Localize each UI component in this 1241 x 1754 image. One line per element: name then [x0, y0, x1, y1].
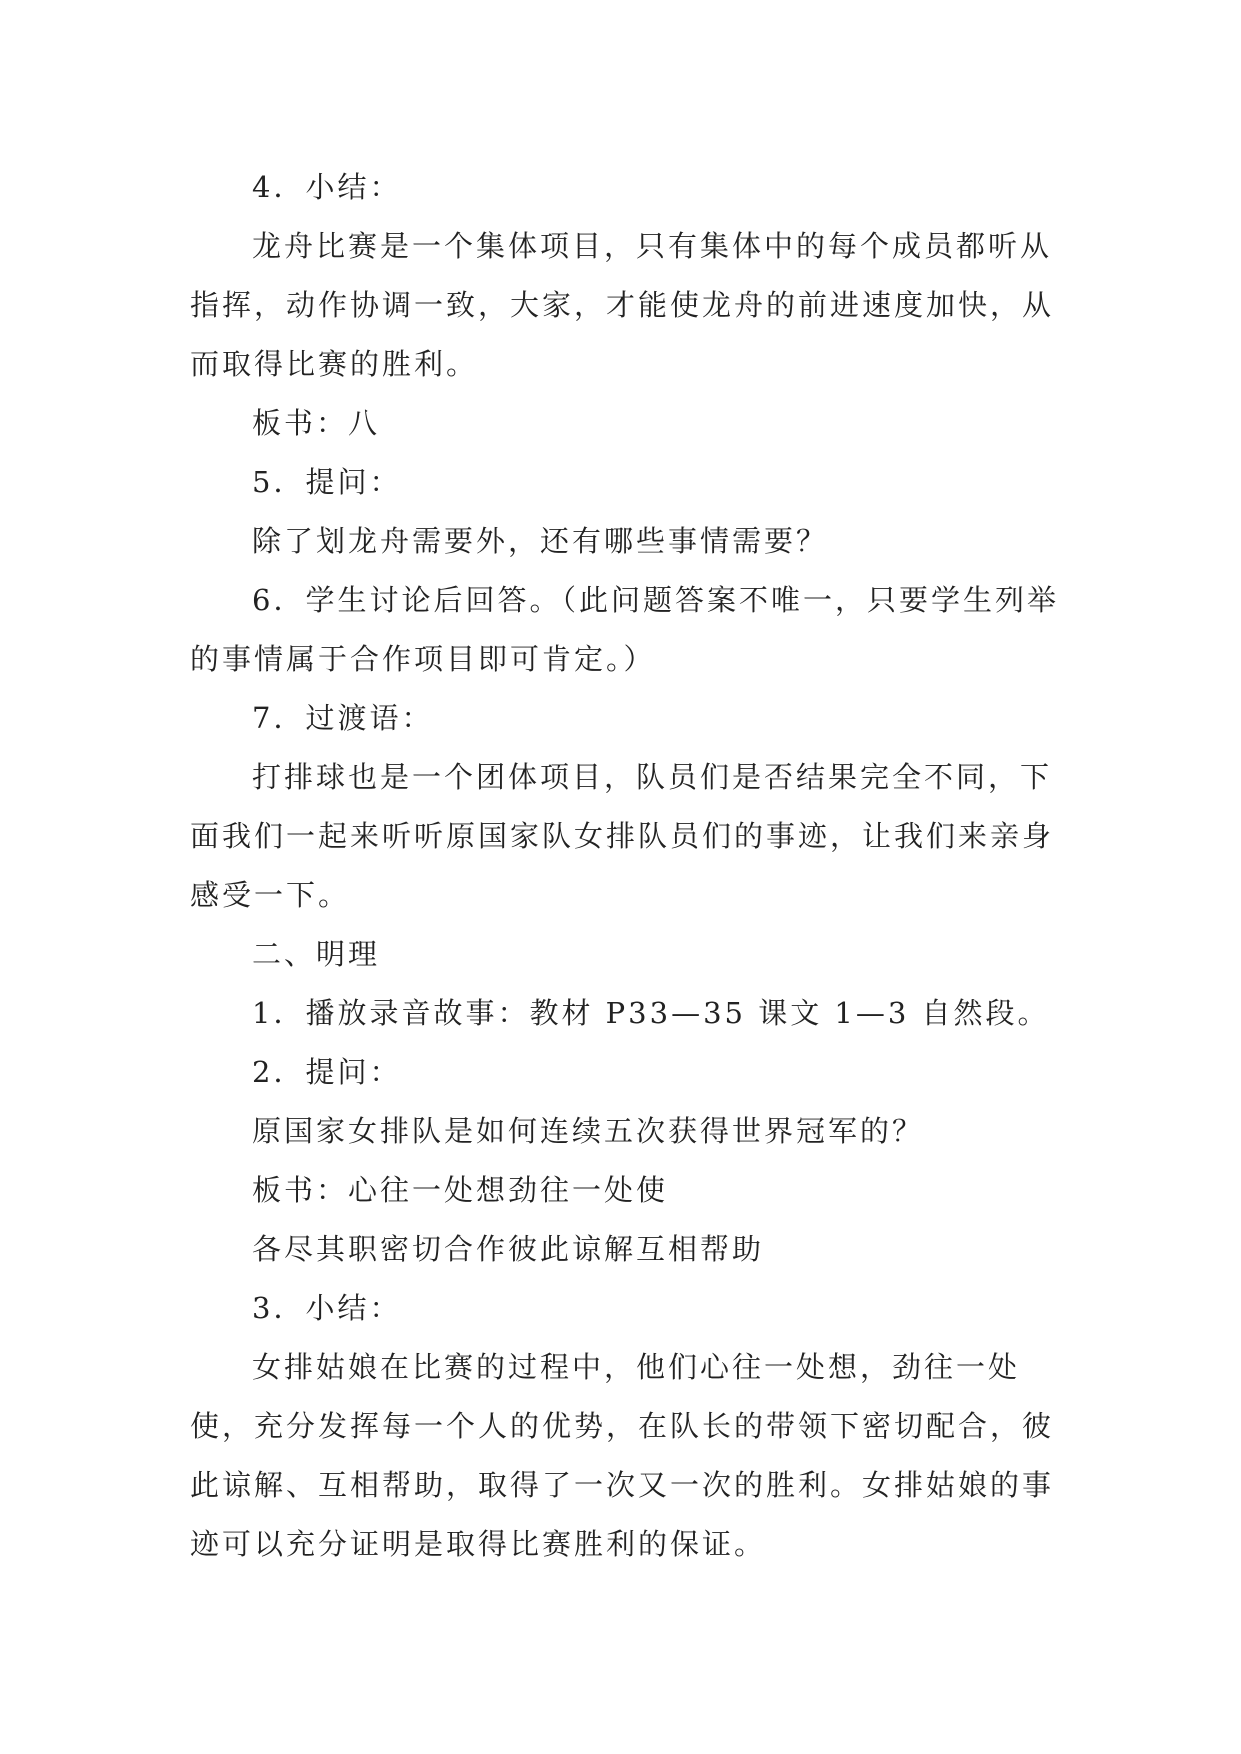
paragraph-summary-4: 4．小结：	[252, 170, 402, 204]
paragraph-board-1: 板书：八	[252, 406, 381, 440]
paragraph-question-text: 除了划龙舟需要外，还有哪些事情需要？	[252, 524, 829, 558]
paragraph-question-team: 原国家女排队是如何连续五次获得世界冠军的？	[252, 1114, 925, 1148]
paragraph-summary-3: 3．小结：	[252, 1291, 402, 1325]
paragraph-dragon-boat: 龙舟比赛是一个集体项目，只有集体中的每个成员都听从指挥，动作协调一致，大家，才能使龙舟的前进速度加快，从而取得比赛的胜利。	[190, 229, 1055, 381]
paragraph-board-3: 各尽其职密切合作彼此谅解互相帮助	[252, 1232, 765, 1266]
paragraph-question-2: 2．提问：	[252, 1055, 402, 1089]
paragraph-women-volleyball: 女排姑娘在比赛的过程中，他们心往一处想，劲往一处使，充分发挥每一个人的优势，在队长的带领下密切配合，彼此谅解、互相帮助，取得了一次又一次的胜利。女排姑娘的事迹可以充分证明是取得比赛胜利的保证。	[190, 1350, 1055, 1561]
document-body	[190, 158, 1070, 1574]
paragraph-transition-7: 7．过渡语：	[252, 701, 434, 735]
paragraph-volleyball: 打排球也是一个团体项目，队员们是否结果完全不同，下面我们一起来听听原国家队女排队员们的事迹，让我们来亲身感受一下。	[190, 760, 1055, 912]
paragraph-play-recording: 1．播放录音故事：教材 P33—35 课文 1—3 自然段。	[252, 996, 1050, 1030]
paragraph-question-5: 5．提问：	[252, 465, 402, 499]
paragraph-board-2: 板书：心往一处想劲往一处使	[252, 1173, 669, 1207]
paragraph-discussion-6: 6．学生讨论后回答。（此问题答案不唯一，只要学生列举的事情属于合作项目即可肯定。）	[190, 583, 1059, 676]
section-heading-mingli: 二、明理	[252, 937, 381, 971]
